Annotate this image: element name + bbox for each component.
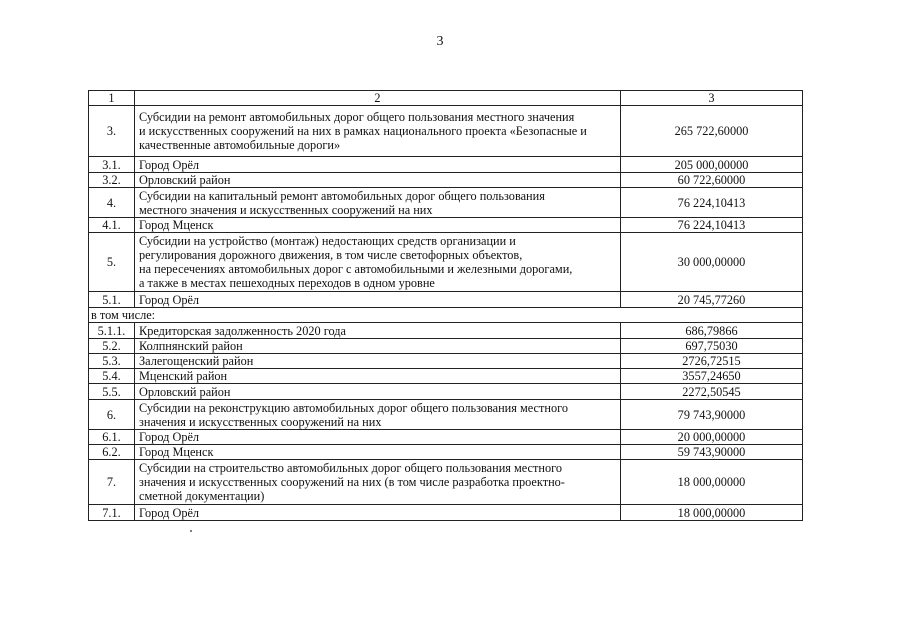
amount-cell: 18 000,00000 [621,505,803,521]
header-cell-1: 1 [89,91,135,106]
table-row [89,173,803,188]
description-cell: Колпнянский район [135,339,621,354]
description-cell [135,460,621,505]
table-row [89,445,803,460]
subheader-cell: в том числе: [89,308,803,323]
table-row [89,106,803,157]
amount-cell: 76 224,10413 [621,188,803,218]
description-line: регулирования дорожного движения, в том числе светофорных объектов, [139,248,523,262]
table-row [89,354,803,369]
description-line: значения и искусственных сооружений на них (в том числе разработка проектно- [139,475,565,489]
row-number-cell: 3.2. [89,173,135,188]
amount-cell: 2272,50545 [621,384,803,400]
description-cell: Мценский район [135,369,621,384]
description-cell: Город Орёл [135,157,621,173]
row-number-cell: 4.1. [89,218,135,233]
row-number-cell: 5.3. [89,354,135,369]
table-row [89,157,803,173]
description-line: качественные автомобильные дороги» [139,138,341,152]
amount-cell: 686,79866 [621,323,803,339]
table-row [89,505,803,521]
amount-cell: 76 224,10413 [621,218,803,233]
table-row [89,292,803,308]
table-row [89,323,803,339]
description-line: Субсидии на ремонт автомобильных дорог общего пользования местного значения [139,110,575,124]
row-number-cell: 4. [89,188,135,218]
description-cell [135,106,621,157]
description-cell: Город Орёл [135,430,621,445]
table-row [89,233,803,292]
page-number: 3 [436,34,444,49]
description-cell: Город Мценск [135,445,621,460]
amount-cell: 18 000,00000 [621,460,803,505]
amount-cell: 697,75030 [621,339,803,354]
table-row [89,188,803,218]
table-subheader-row [89,308,803,323]
amount-cell: 60 722,60000 [621,173,803,188]
row-number-cell: 5.2. [89,339,135,354]
row-number-cell: 5.1. [89,292,135,308]
description-line: Субсидии на реконструкцию автомобильных дорог общего пользования местного [139,400,568,415]
description-cell: Город Орёл [135,505,621,521]
description-cell: Залегощенский район [135,354,621,369]
row-number-cell: 5.1.1. [89,323,135,339]
row-number-cell: 5.4. [89,369,135,384]
table-row [89,369,803,384]
description-cell: Орловский район [135,384,621,400]
header-cell-3: 3 [621,91,803,106]
description-line: значения и искусственных сооружений на них [139,414,382,429]
row-number-cell: 6.2. [89,445,135,460]
amount-cell: 205 000,00000 [621,157,803,173]
amount-cell: 265 722,60000 [621,106,803,157]
header-cell-2: 2 [135,91,621,106]
description-cell [135,188,621,218]
description-cell: Кредиторская задолженность 2020 года [135,323,621,339]
table-row [89,339,803,354]
row-number-cell: 6.1. [89,430,135,445]
description-cell [135,400,621,430]
description-line: Субсидии на строительство автомобильных дорог общего пользования местного [139,461,562,475]
description-cell [135,233,621,292]
amount-cell: 20 745,77260 [621,292,803,308]
description-line: местного значения и искусственных сооружений на них [139,202,433,217]
row-number-cell: 3.1. [89,157,135,173]
table-row [89,430,803,445]
description-cell: Город Мценск [135,218,621,233]
subsidy-table [88,90,803,521]
description-line: Субсидии на устройство (монтаж) недостающих средств организации и [139,234,516,248]
description-line: сметной документации) [139,489,265,503]
row-number-cell: 7.1. [89,505,135,521]
amount-cell: 20 000,00000 [621,430,803,445]
description-line: на пересечениях автомобильных дорог с автомобильными и железными дорогами, [139,262,573,276]
description-line: и искусственных сооружений на них в рамках национального проекта «Безопасные и [139,124,587,138]
description-cell: Город Орёл [135,292,621,308]
row-number-cell: 7. [89,460,135,505]
description-line: а также в местах пешеходных переходов в одном уровне [139,276,435,290]
table-row [89,460,803,505]
amount-cell: 30 000,00000 [621,233,803,292]
amount-cell: 3557,24650 [621,369,803,384]
table-row [89,218,803,233]
row-number-cell: 3. [89,106,135,157]
row-number-cell: 5. [89,233,135,292]
amount-cell: 79 743,90000 [621,400,803,430]
row-number-cell: 6. [89,400,135,430]
description-cell: Орловский район [135,173,621,188]
table-header-row [89,91,803,106]
amount-cell: 2726,72515 [621,354,803,369]
scan-speck [190,530,192,532]
amount-cell: 59 743,90000 [621,445,803,460]
row-number-cell: 5.5. [89,384,135,400]
table-row [89,400,803,430]
description-line: Субсидии на капитальный ремонт автомобильных дорог общего пользования [139,188,545,203]
table-row [89,384,803,400]
